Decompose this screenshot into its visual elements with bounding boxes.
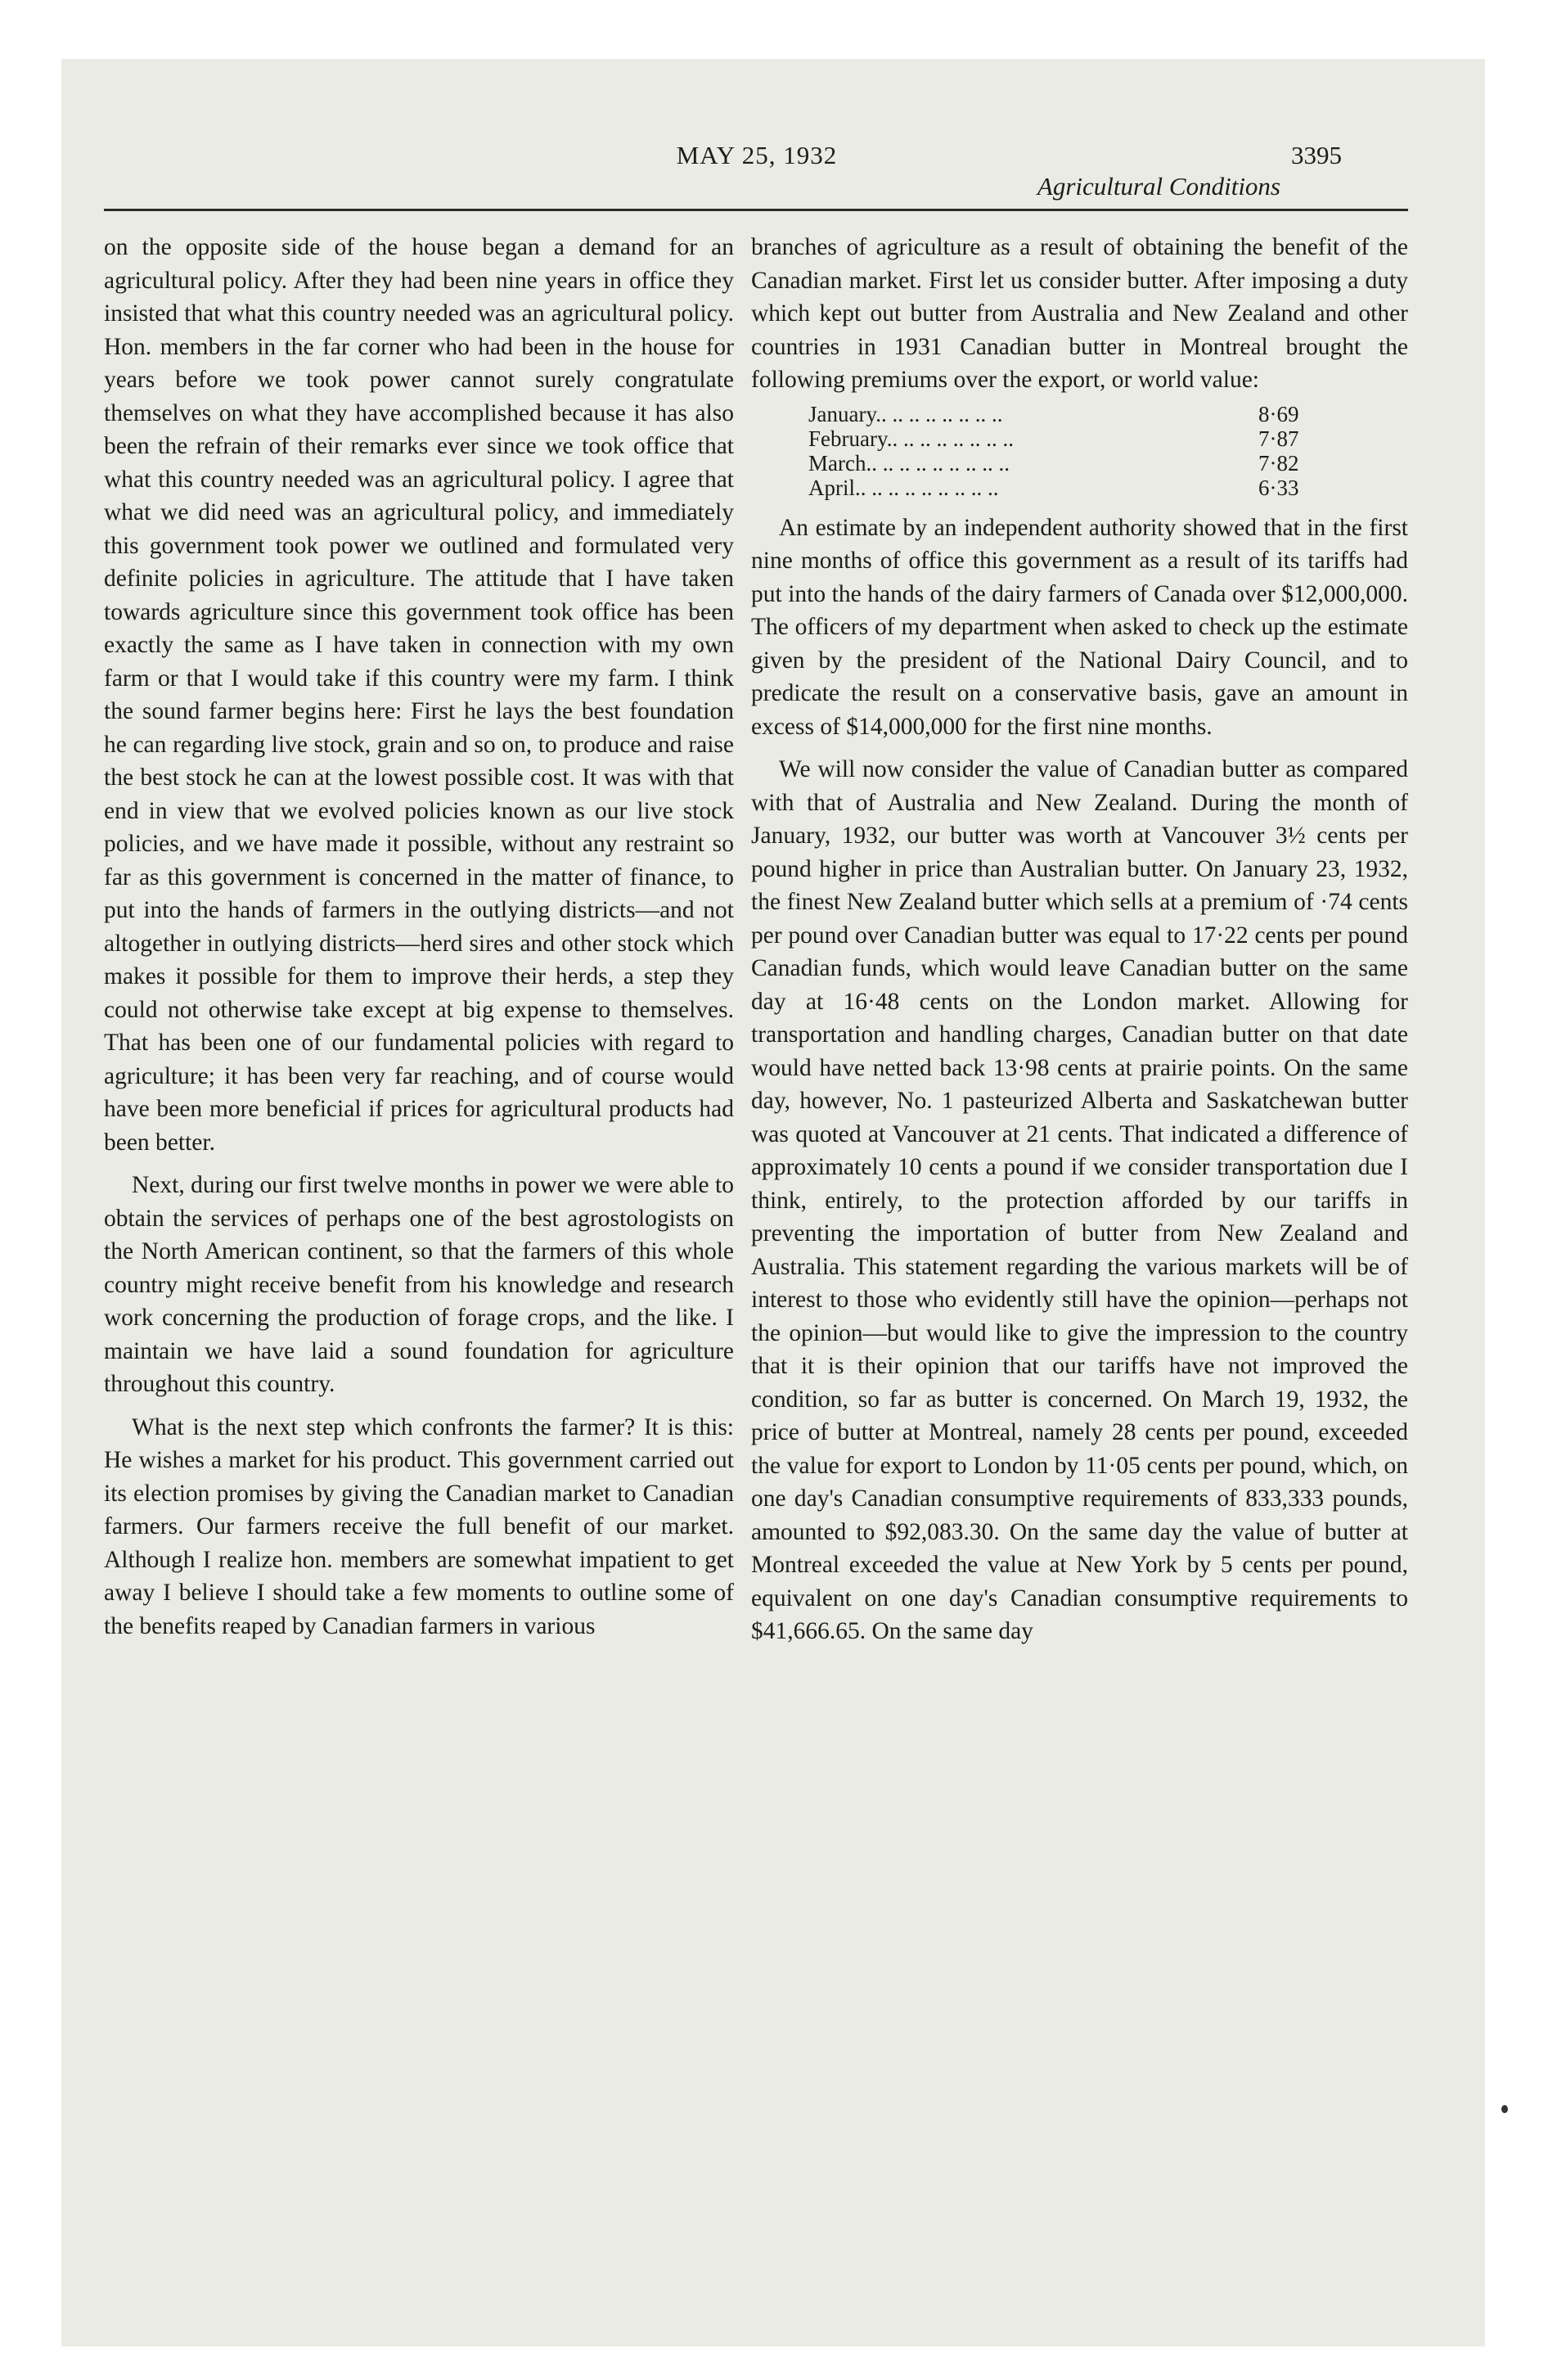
premium-value: 6·33 [1258, 475, 1299, 500]
header-section-title: Agricultural Conditions [1037, 172, 1280, 201]
hansard-page [61, 59, 1485, 2346]
table-row [808, 451, 1316, 476]
right-paragraph-3: We will now consider the value of Canadian butter as compared with that of Australia and New Zealand. During the month of January, 1932, our butter was worth at Vancouver 3½ cents per pound higher in price than Australian butter. On January 23, 1932, the finest New Zealand butter which sells at a premium of ·74 cents per pound over Canadian butter was equal to 17·22 cents per pound Canadian funds, which would leave Canadian butter on the same day at 16·48 cents on the London market. Allowing for transportation and handling charges, Canadian butter on that date would have netted back 13·98 cents at prairie points. On the same day, however, No. 1 pasteurized Alberta and Saskatchewan butter was quoted at Vancouver at 21 cents. That indicated a difference of approximately 10 cents a pound if we consider transportation due I think, entirely, to the protection afforded by our tariffs in preventing the importation of butter from New Zealand and Australia. This statement regarding the various markets will be of interest to those who evidently still have the opinion—perhaps not the opinion—but would like to give the impression to the country that it is their opinion that our tariffs have not improved the condition, so far as butter is concerned. On March 19, 1932, the price of butter at Montreal, namely 28 cents per pound, exceeded the value for export to London by 11·05 cents per pound, which, on one day's Canadian consumptive requirements of 833,333 pounds, amounted to $92,083.30. On the same day the value of butter at Montreal exceeded the value at New York by 5 cents per pound, equivalent on one day's Canadian consumptive requirements to $41,666.65. On the same day [751, 756, 1408, 1644]
table-row [808, 402, 1316, 426]
page-header [61, 141, 1485, 201]
month-name: January.. .. .. .. .. .. .. .. [808, 401, 1003, 426]
butter-premium-table [808, 402, 1316, 500]
premium-value: 7·87 [1258, 426, 1299, 451]
header-date: MAY 25, 1932 [676, 141, 838, 169]
premium-value: 8·69 [1258, 401, 1299, 426]
left-paragraph-3: What is the next step which confronts the farmer? It is this: He wishes a market for his product. This government carried out its election promises by giving the Canadian market to Canadian farmers. Our farmers receive the full benefit of our market. Although I realize hon. members are somewhat impatient to get away I believe I should take a few moments to outline some of the benefits reaped by Canadian farmers in various [104, 1413, 734, 1639]
left-column [104, 231, 734, 1643]
left-paragraph-2: Next, during our first twelve months in power we were able to obtain the services of perhaps one of the best agrostologists on the North American continent, so that the farmers of this whole country might receive benefit from his knowledge and research work concerning the production of forage crops, and the like. I maintain we have laid a sound foundation for agriculture throughout this country. [104, 1172, 734, 1397]
left-paragraph-1: on the opposite side of the house began a demand for an agricultural policy. After they had been nine years in office they insisted that what this country needed was an agricultural policy. Hon. members in the far corner who had been in the house for years before we took power cannot surely congratulate themselves on what they have accomplished because it has also been the refrain of their remarks ever since we took office that what this country needed was an agricultural policy. I agree that what we did need was an agricultural policy, and immediately this government took power we outlined and formulated very definite policies in agriculture. The attitude that I have taken towards agriculture since this government took office has been exactly the same as I have taken in connection with my own farm or that I would take if this country were my farm. I think the sound farmer begins here: First he lays the best foundation he can regarding live stock, grain and so on, to produce and raise the best stock he can at the lowest possible cost. It was with that end in view that we evolved policies known as our live stock policies, and we have made it possible, without any restraint so far as this government is concerned in the matter of finance, to put into the hands of farmers in the outlying districts—and not altogether in outlying districts—herd sires and other stock which makes it possible for them to improve their herds, a step they could not otherwise take except at big expense to themselves. That has been one of our fundamental policies with regard to agriculture; it has been very far reaching, and of course would have been more beneficial if prices for agricultural products had been better. [104, 234, 734, 1156]
table-row [808, 426, 1316, 451]
ink-spot [1501, 2105, 1508, 2113]
month-name: March.. .. .. .. .. .. .. .. .. [808, 450, 1010, 476]
header-page-number: 3395 [1291, 141, 1342, 169]
table-row [808, 476, 1316, 500]
right-paragraph-2: An estimate by an independent authority showed that in the first nine months of office this government as a result of its tariffs had put into the hands of the dairy farmers of Canada over $12,000,000. The officers of my department when asked to check up the estimate given by the president of the National Dairy Council, and to predicate the result on a conservative basis, gave an amount in excess of $14,000,000 for the first nine months. [751, 514, 1408, 740]
header-rule [104, 209, 1408, 211]
right-paragraph-1: branches of agriculture as a result of obtaining the benefit of the Canadian market. First let us consider butter. After imposing a duty which kept out butter from Australia and New Zealand and other countries in 1931 Canadian butter in Montreal brought the following premiums over the export, or world value: [751, 234, 1408, 393]
month-name: February.. .. .. .. .. .. .. .. [808, 426, 1014, 451]
premium-value: 7·82 [1258, 450, 1299, 476]
month-name: April.. .. .. .. .. .. .. .. .. [808, 475, 999, 500]
right-column [751, 231, 1408, 1648]
